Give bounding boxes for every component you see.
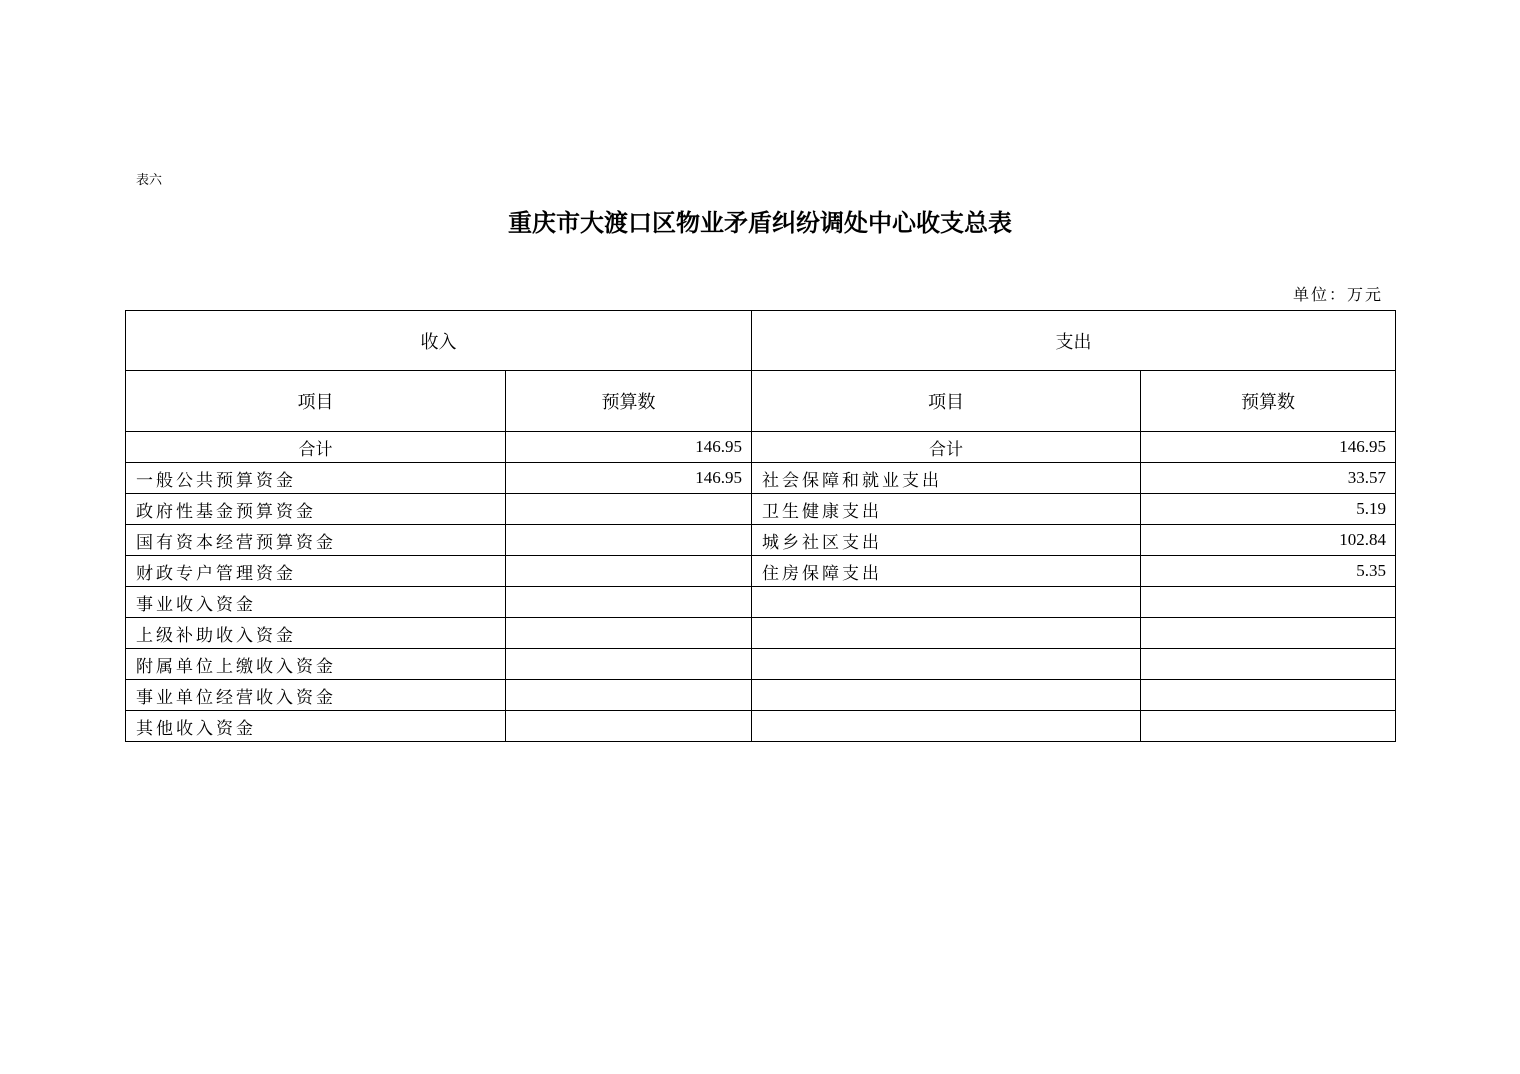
expense-item: 卫生健康支出 bbox=[752, 494, 1141, 525]
table-row bbox=[126, 680, 1396, 711]
table-label: 表六 bbox=[136, 173, 163, 188]
expense-amount bbox=[1141, 649, 1396, 680]
section-header-row bbox=[126, 311, 1396, 371]
expense-item: 住房保障支出 bbox=[752, 556, 1141, 587]
income-total-label: 合计 bbox=[126, 432, 506, 463]
budget-summary-table bbox=[125, 310, 1396, 742]
income-amount bbox=[506, 556, 752, 587]
expense-amount: 5.19 bbox=[1141, 494, 1396, 525]
expense-amount: 33.57 bbox=[1141, 463, 1396, 494]
expense-amount: 5.35 bbox=[1141, 556, 1396, 587]
income-amount-column-header: 预算数 bbox=[506, 371, 752, 432]
income-amount bbox=[506, 587, 752, 618]
unit-label: 单位：万元 bbox=[1292, 285, 1383, 304]
table-row bbox=[126, 587, 1396, 618]
expense-item: 城乡社区支出 bbox=[752, 525, 1141, 556]
table-row bbox=[126, 618, 1396, 649]
income-item: 上级补助收入资金 bbox=[126, 618, 506, 649]
expense-amount bbox=[1141, 618, 1396, 649]
income-item: 一般公共预算资金 bbox=[126, 463, 506, 494]
expense-item bbox=[752, 649, 1141, 680]
income-section-header: 收入 bbox=[126, 311, 752, 371]
expense-amount: 102.84 bbox=[1141, 525, 1396, 556]
expense-item: 社会保障和就业支出 bbox=[752, 463, 1141, 494]
expense-amount-column-header: 预算数 bbox=[1141, 371, 1396, 432]
income-item: 国有资本经营预算资金 bbox=[126, 525, 506, 556]
income-item: 附属单位上缴收入资金 bbox=[126, 649, 506, 680]
income-amount: 146.95 bbox=[506, 463, 752, 494]
expense-item-column-header: 项目 bbox=[752, 371, 1141, 432]
income-amount bbox=[506, 711, 752, 742]
income-item: 其他收入资金 bbox=[126, 711, 506, 742]
income-item: 财政专户管理资金 bbox=[126, 556, 506, 587]
expense-item bbox=[752, 587, 1141, 618]
expense-amount bbox=[1141, 680, 1396, 711]
expense-item bbox=[752, 711, 1141, 742]
income-item: 政府性基金预算资金 bbox=[126, 494, 506, 525]
total-row bbox=[126, 432, 1396, 463]
table-row bbox=[126, 463, 1396, 494]
income-amount bbox=[506, 618, 752, 649]
income-item: 事业收入资金 bbox=[126, 587, 506, 618]
income-amount bbox=[506, 649, 752, 680]
expense-item bbox=[752, 618, 1141, 649]
expense-item bbox=[752, 680, 1141, 711]
table-row bbox=[126, 525, 1396, 556]
income-total-amount: 146.95 bbox=[506, 432, 752, 463]
page-title: 重庆市大渡口区物业矛盾纠纷调处中心收支总表 bbox=[508, 208, 1012, 237]
table-row bbox=[126, 711, 1396, 742]
table-row bbox=[126, 556, 1396, 587]
column-header-row bbox=[126, 371, 1396, 432]
table-row bbox=[126, 649, 1396, 680]
income-amount bbox=[506, 680, 752, 711]
expense-section-header: 支出 bbox=[752, 311, 1396, 371]
expense-total-label: 合计 bbox=[752, 432, 1141, 463]
income-item-column-header: 项目 bbox=[126, 371, 506, 432]
income-item: 事业单位经营收入资金 bbox=[126, 680, 506, 711]
expense-total-amount: 146.95 bbox=[1141, 432, 1396, 463]
expense-amount bbox=[1141, 711, 1396, 742]
income-amount bbox=[506, 525, 752, 556]
expense-amount bbox=[1141, 587, 1396, 618]
income-amount bbox=[506, 494, 752, 525]
table-row bbox=[126, 494, 1396, 525]
